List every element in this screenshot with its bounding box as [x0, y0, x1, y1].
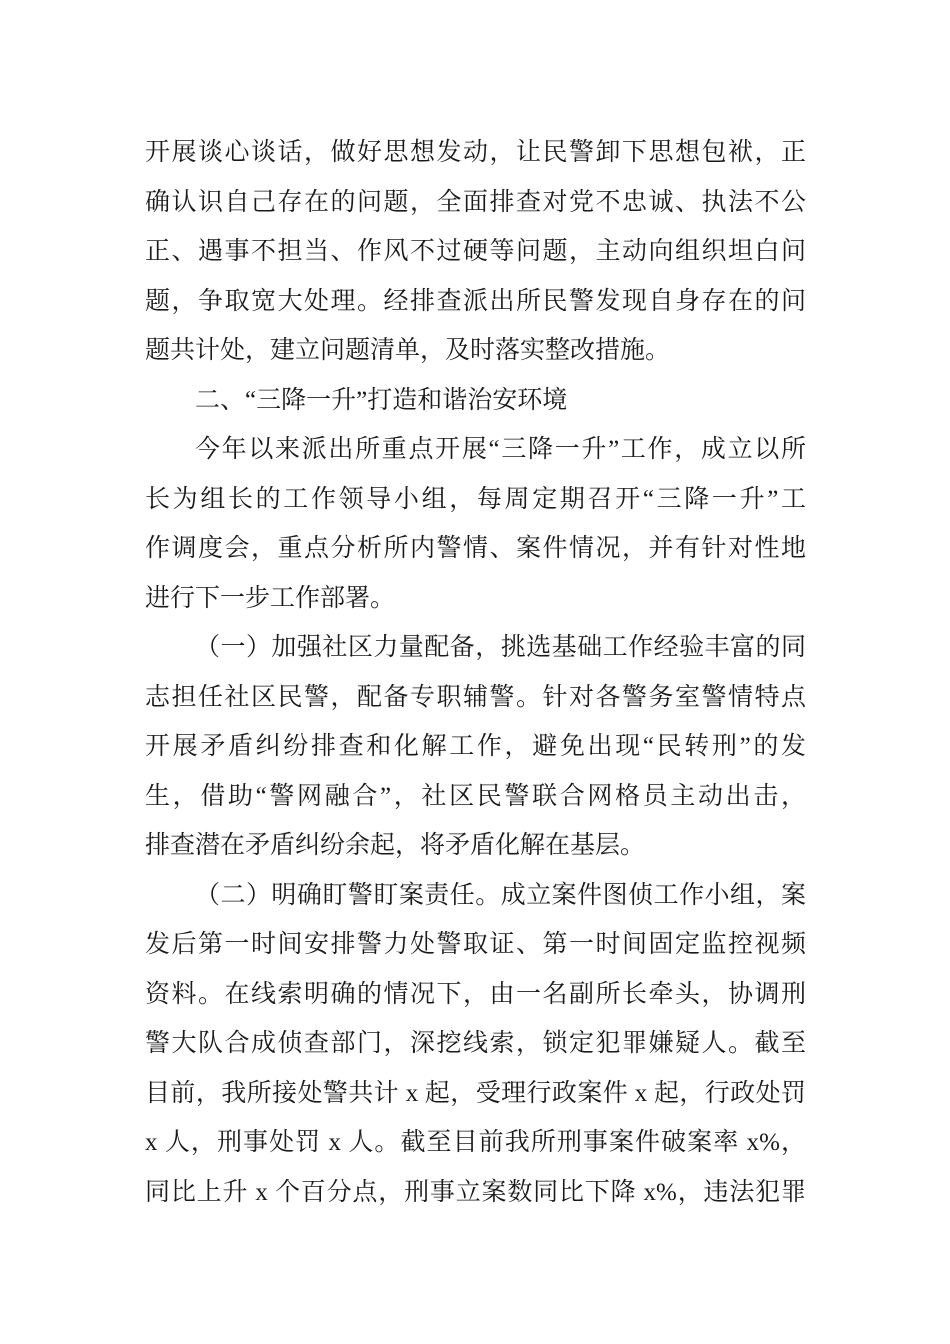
text-line: 长为组长的工作领导小组，每周定期召开“三降一升”工	[145, 485, 806, 513]
paragraph	[145, 425, 806, 623]
paragraph	[145, 871, 806, 1218]
text-line: 排查潜在矛盾纠纷余起，将矛盾化解在基层。	[145, 832, 646, 859]
text-line: 同比上升 x 个百分点，刑事立案数同比下降 x%，违法犯罪	[145, 1178, 806, 1206]
text-line: 题共计处，建立问题清单，及时落实整改措施。	[145, 337, 671, 364]
text-line: 题，争取宽大处理。经排查派出所民警发现自身存在的问	[145, 287, 806, 315]
paragraph	[145, 376, 806, 426]
text-line: 二、“三降一升”打造和谐治安环境	[195, 386, 568, 414]
text-line: 作调度会，重点分析所内警情、案件情况，并有针对性地	[145, 535, 806, 562]
paragraph	[145, 128, 806, 376]
text-line: （一）加强社区力量配备，挑选基础工作经验丰富的同	[195, 634, 806, 661]
text-line: x 人，刑事处罚 x 人。截至目前我所刑事案件破案率 x%，	[145, 1129, 806, 1156]
text-line: 开展矛盾纠纷排查和化解工作，避免出现“民转刑”的发	[145, 733, 806, 760]
text-line: 发后第一时间安排警力处警取证、第一时间固定监控视频	[145, 931, 806, 958]
text-line: 目前，我所接处警共计 x 起，受理行政案件 x 起，行政处罚	[145, 1079, 806, 1107]
text-line: 志担任社区民警，配备专职辅警。针对各警务室警情特点	[145, 683, 806, 711]
text-line: 开展谈心谈话，做好思想发动，让民警卸下思想包袱，正	[145, 139, 806, 166]
text-line: 进行下一步工作部署。	[145, 584, 396, 612]
text-line: 今年以来派出所重点开展“三降一升”工作，成立以所	[195, 436, 806, 463]
paragraph	[145, 623, 806, 871]
document-text-block	[145, 128, 806, 1217]
text-line: 警大队合成侦查部门，深挖线索，锁定犯罪嫌疑人。截至	[145, 1030, 806, 1057]
text-line: 生，借助“警网融合”，社区民警联合网格员主动出击，	[145, 782, 806, 810]
text-line: 确认识自己存在的问题，全面排查对党不忠诚、执法不公	[145, 188, 806, 216]
text-line: （二）明确盯警盯案责任。成立案件图侦工作小组，案	[195, 881, 806, 909]
text-line: 正、遇事不担当、作风不过硬等问题，主动向组织坦白问	[145, 238, 806, 265]
text-line: 资料。在线索明确的情况下，由一名副所长牵头，协调刑	[145, 980, 806, 1008]
